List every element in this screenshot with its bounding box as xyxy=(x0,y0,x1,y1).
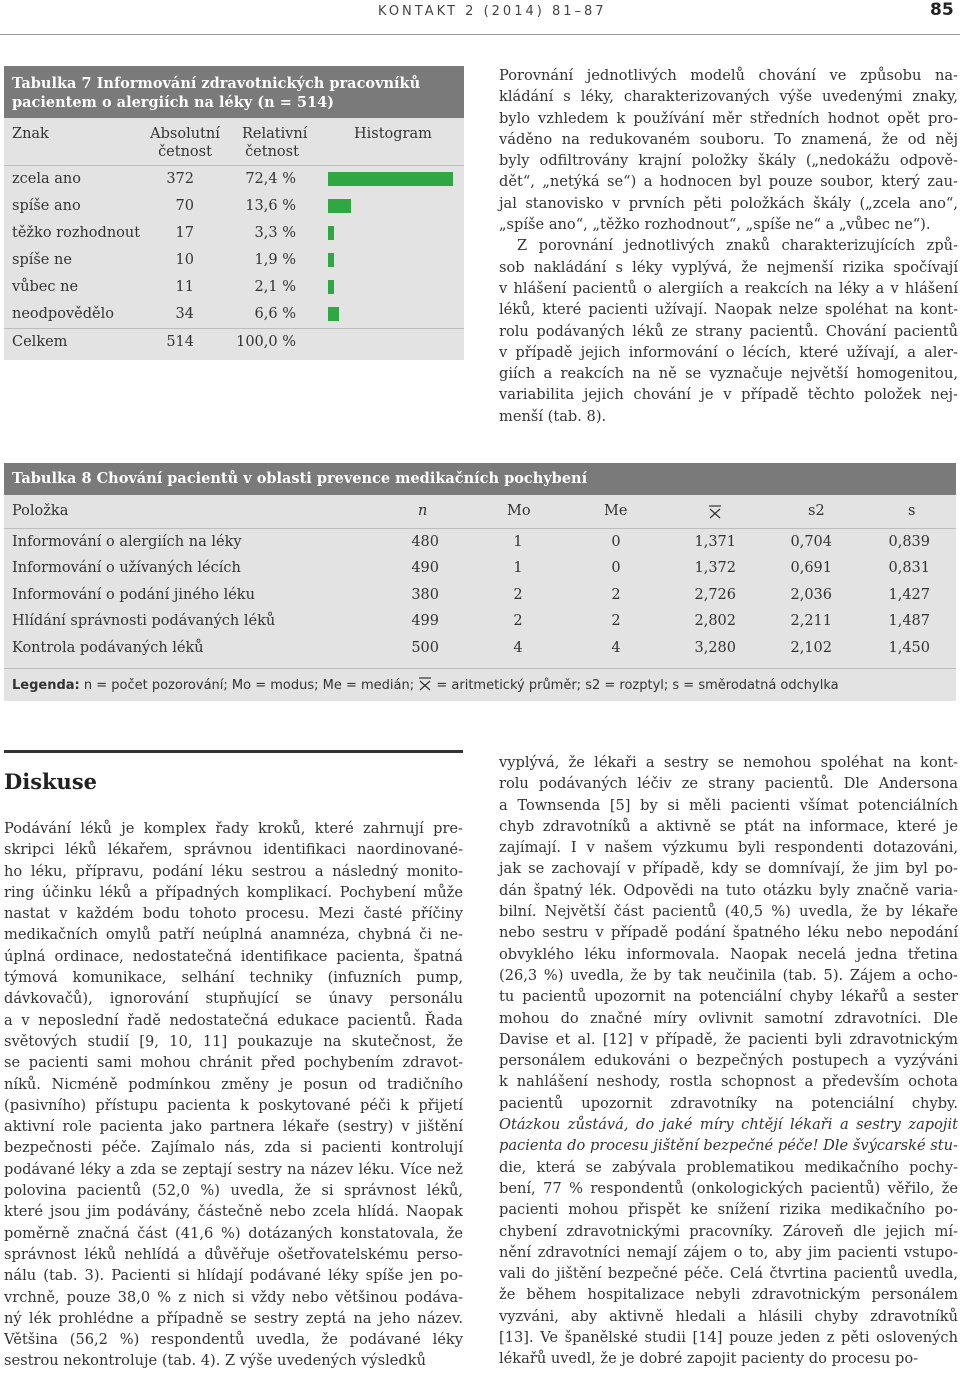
col-s2: s2 xyxy=(808,503,825,519)
row-label: spíše ano xyxy=(12,198,81,214)
text-line: se pacienti sami mohou chránit před pochybením zdravot- xyxy=(4,1054,463,1072)
row-label: těžko rozhodnout xyxy=(12,225,141,241)
row-label: neodpovědělo xyxy=(12,306,114,322)
col-absolute-line2: četnost xyxy=(158,144,212,160)
text-line: menší (tab. 8). xyxy=(499,407,607,425)
row-relative: 2,1 % xyxy=(254,279,296,295)
row-absolute: 10 xyxy=(175,252,194,268)
text-line: vrchně, pouze 38,0 % z nich si vždy nebo většinou podáva- xyxy=(4,1288,463,1306)
col-absolute xyxy=(150,125,220,161)
col-item: Položka xyxy=(12,503,69,519)
text-line: a Townsenda [5] by si měli pacienti všímat potenciálních xyxy=(499,796,958,814)
col-relative xyxy=(242,125,308,161)
text-line: mohou do značné míry ovlivnit samotní zdravotníci. Dle xyxy=(499,1009,958,1027)
text-line: váděno na redukovaném souboru. To znamená, že od něj xyxy=(499,130,958,148)
discussion-rule xyxy=(4,750,463,753)
text-line: aktivní role pacienta jako partnera lékaře (sestry) v jištění xyxy=(4,1118,463,1136)
cell-mean: 2,726 xyxy=(694,586,736,603)
col-sign: Znak xyxy=(12,126,49,142)
text-line: Z porovnání jednotlivých znaků charakterizujících způ- xyxy=(517,237,958,255)
table-row xyxy=(4,247,464,274)
histogram-bar xyxy=(328,226,334,240)
table-8-legend xyxy=(4,668,956,701)
text-line: rolu podávaných léků ze strany pacientů. Chování pacientů xyxy=(499,322,958,340)
text-line: „spíše ano“, „těžko rozhodnout“, „spíše ne“ a „vůbec ne“). xyxy=(499,216,931,234)
paragraph-model-comparison xyxy=(499,65,958,235)
text-line: ring účinku léků a případných komplikací. Pochybení může xyxy=(4,883,463,901)
cell-mo: 2 xyxy=(513,586,523,603)
text-line: nastat v každém bodu tohoto procesu. Mezi časté příčiny xyxy=(4,905,463,923)
table-row xyxy=(4,608,956,634)
text-line: Většina (56,2 %) respondentů uvedla, že podávané léky xyxy=(4,1331,463,1349)
text-line: giích a reakcích na ně se vyznačuje největší homogenitou, xyxy=(499,365,958,383)
text-line: Porovnání jednotlivých modelů chování ve způsobu na- xyxy=(499,67,958,84)
text-line: nebo sestru v případě podání špatného léku nebo nepodání xyxy=(499,924,958,942)
cell-n: 380 xyxy=(411,586,439,603)
cell-mo: 2 xyxy=(513,613,523,630)
legend-label: Legenda: xyxy=(12,678,80,693)
text-line: polovina pacientů (52,0 %) uvedla, že si správnost léků, xyxy=(4,1182,463,1200)
cell-mean: 1,372 xyxy=(694,560,736,577)
text-line: dět“, „netýká se“) a hodnocen byl pouze soubor, který zau- xyxy=(499,173,958,191)
cell-me: 0 xyxy=(611,534,621,550)
text-line: úplná ordinace, nedostatečná identifikace pacienta, špatná xyxy=(4,947,463,965)
cell-mo: 1 xyxy=(513,560,523,577)
col-me: Me xyxy=(604,503,628,519)
row-label: spíše ne xyxy=(12,252,72,268)
text-line: nálu (tab. 3). Pacienti si hlídají podávané léky spíše jen po- xyxy=(4,1267,463,1285)
cell-item: Informování o užívaných lécích xyxy=(12,560,241,577)
cell-me: 0 xyxy=(611,560,621,577)
row-label: zcela ano xyxy=(12,171,81,187)
row-relative: 1,9 % xyxy=(254,252,296,268)
cell-s: 0,839 xyxy=(888,534,930,550)
row-relative: 6,6 % xyxy=(254,306,296,322)
text-line: dávkovačů), ignorování stupňující se únavy personálu xyxy=(4,990,463,1008)
cell-item: Kontrola podávaných léků xyxy=(12,639,204,656)
table-7 xyxy=(4,66,464,360)
text-line: vyplývá, že lékaři a sestry se nemohou spoléhat na kont- xyxy=(499,754,958,771)
discussion-left-column xyxy=(4,818,463,1372)
cell-s2: 2,211 xyxy=(790,613,832,630)
text-line: [13]. Ve španělské studii [14] pouze jeden z pěti oslovených xyxy=(499,1329,958,1347)
text-line: správnost léků nehlídá a důvěřuje ošetřovatelskému perso- xyxy=(4,1245,463,1263)
text-line: skripci léků lékařem, správnou identifikaci naordinované- xyxy=(4,841,463,859)
table-8-header xyxy=(4,495,956,529)
text-line: poměrně značná část (41,6 %) dotázaných konstatovala, že xyxy=(4,1224,463,1242)
histogram-bar xyxy=(328,253,334,267)
text-line: Otázkou zůstává, do jaké míry chtějí lékaři a sestry zapojit xyxy=(499,1116,958,1134)
text-line: jak se zachovají v případě, kdy se domnívají, že jim byl po- xyxy=(499,860,958,878)
row-relative: 72,4 % xyxy=(245,171,296,187)
row-absolute: 17 xyxy=(175,225,194,241)
text-line: pacientů upozornit zdravotníky na potenciální chyby. xyxy=(499,1094,958,1112)
cell-s: 1,450 xyxy=(888,639,930,656)
text-line: jal stanovisko v prvních pěti položkách škály („zcela ano“, xyxy=(499,194,958,212)
discussion-title: Diskuse xyxy=(4,769,98,794)
text-line: k nahlášení neshody, rostla schopnost a především ochota xyxy=(499,1073,958,1091)
col-relative-line2: četnost xyxy=(245,144,299,160)
mean-symbol-icon xyxy=(708,505,722,523)
table-row xyxy=(4,301,464,328)
cell-s2: 2,036 xyxy=(790,586,832,603)
table-row xyxy=(4,193,464,220)
text-line: níků. Nicméně podmínkou změny je posun od tradičního xyxy=(4,1075,463,1093)
histogram-bar xyxy=(328,307,339,321)
discussion-right-column xyxy=(499,752,958,1370)
paragraph-sign-comparison xyxy=(499,235,958,427)
cell-s2: 0,704 xyxy=(790,534,832,550)
table-7-caption-line2: pacientem o alergiích na léky (n = 514) xyxy=(12,94,335,111)
cell-s: 0,831 xyxy=(888,560,930,577)
cell-mean: 3,280 xyxy=(694,639,736,656)
table-row xyxy=(4,220,464,247)
text-line: a v neposlední řadě nedostatečná edukace pacientů. Řada xyxy=(4,1011,463,1029)
table-row xyxy=(4,529,956,555)
col-mo: Mo xyxy=(507,503,531,519)
cell-mo: 1 xyxy=(513,534,523,550)
row-label: vůbec ne xyxy=(12,279,79,295)
row-absolute: 70 xyxy=(175,198,194,214)
header-rule xyxy=(0,34,960,35)
table-row xyxy=(4,582,956,608)
text-line: podávané léky a zda se zeptají sestry na název léku. Více než xyxy=(4,1160,463,1178)
text-line: sestrou nekontroluje (tab. 4). Z výše uvedených výsledků xyxy=(4,1352,426,1370)
total-label: Celkem xyxy=(12,334,68,350)
legend-part2: = aritmetický průměr; s2 = rozptyl; s = směrodatná odchylka xyxy=(436,678,839,693)
cell-n: 480 xyxy=(411,534,439,550)
text-line: v případě jejich informování o lécích, které užívají, a aler- xyxy=(499,343,958,361)
page-number: 85 xyxy=(930,0,954,20)
col-histogram: Histogram xyxy=(354,126,432,142)
right-column-top-text xyxy=(499,65,958,427)
table-7-total-row xyxy=(4,328,464,355)
col-n: n xyxy=(418,503,428,519)
text-line: obvyklého léku informovala. Naopak necelá jedna třetina xyxy=(499,945,958,963)
cell-me: 4 xyxy=(611,639,621,656)
cell-s2: 2,102 xyxy=(790,639,832,656)
journal-header: KONTAKT 2 (2014) 81–87 xyxy=(378,4,607,19)
cell-s2: 0,691 xyxy=(790,560,832,577)
col-absolute-line1: Absolutní xyxy=(150,126,220,142)
text-line: variabilita jejich chování je v případě těchto položek nej- xyxy=(499,386,958,404)
table-8-caption: Tabulka 8 Chování pacientů v oblasti prevence medikačních pochybení xyxy=(4,463,956,495)
text-line: světových studií [9, 10, 11] poukazuje na skutečnost, že xyxy=(4,1032,463,1050)
text-line: vyzváni, aby aktivně hledali a hlásili chyby zdravotníků xyxy=(499,1307,958,1325)
text-line: pacienti mohou přispět ke snížení rizika medikačního po- xyxy=(499,1201,958,1219)
cell-n: 500 xyxy=(411,639,439,656)
text-line: die, která se zabývala problematikou medikačního pochy- xyxy=(499,1158,958,1176)
text-line: zajímají. I v našem výzkumu byli respondenti dotazováni, xyxy=(499,839,958,857)
cell-mean: 2,802 xyxy=(694,613,736,630)
text-line: lékařů uvedl, že je dobré zapojit pacienty do procesu po- xyxy=(499,1350,919,1368)
cell-item: Informování o podání jiného léku xyxy=(12,586,255,603)
text-line: Davise et al. [12] v případě, že pacienti byli zdravotnickým xyxy=(499,1030,958,1048)
row-absolute: 11 xyxy=(175,279,194,295)
cell-s: 1,487 xyxy=(888,613,930,630)
text-line: které jsou jim podávány, částečně nebo zcela hlídá. Naopak xyxy=(4,1203,463,1221)
text-line: v hlášení pacientů o alergiích a reakcích na léky a v hlášení xyxy=(499,279,958,297)
text-line: vali do jištění bezpečné péče. Celá čtvrtina pacientů uvedla, xyxy=(499,1265,958,1283)
cell-mean: 1,371 xyxy=(694,534,736,550)
row-absolute: 372 xyxy=(166,171,194,187)
table-row xyxy=(4,555,956,581)
text-line: pacienta do procesu jištění bezpečné péče! Dle švýcarské stu- xyxy=(499,1137,958,1155)
cell-item: Hlídání správnosti podávaných léků xyxy=(12,613,276,630)
total-abs: 514 xyxy=(166,334,194,350)
table-8 xyxy=(4,463,956,701)
text-line: (26,3 %) uvedla, že by tak neučinila (tab. 5). Zájem a ocho- xyxy=(499,966,958,984)
table-row xyxy=(4,274,464,301)
cell-mo: 4 xyxy=(513,639,523,656)
table-7-header xyxy=(4,118,464,166)
text-line: rolu podávaných léčiv ze strany pacientů. Dle Andersona xyxy=(499,775,958,793)
cell-n: 499 xyxy=(411,613,439,630)
cell-s: 1,427 xyxy=(888,586,930,603)
text-line: medikačních omylů patří neúplná anamnéza, chybná či ne- xyxy=(4,926,463,944)
col-relative-line1: Relativní xyxy=(242,126,308,142)
cell-me: 2 xyxy=(611,613,621,630)
text-line: bení, 77 % respondentů (onkologických pacientů) věřilo, že xyxy=(499,1179,958,1197)
cell-n: 490 xyxy=(411,560,439,577)
mean-symbol-legend-icon xyxy=(418,677,432,691)
text-line: dán špatný lék. Odpovědi na tuto otázku byly značně varia- xyxy=(499,881,958,899)
text-line: chybení zdravotnickými pracovníky. Zároveň dle jejich mí- xyxy=(499,1222,958,1240)
text-line: ný lék prohlédne a případně se sestry zeptá na jeho název. xyxy=(4,1309,463,1327)
total-rel: 100,0 % xyxy=(236,334,296,350)
table-row xyxy=(4,166,464,193)
text-line: (pasivního) přístupu pacienta k poskytované péči k přijetí xyxy=(4,1096,463,1114)
row-relative: 13,6 % xyxy=(245,198,296,214)
cell-item: Informování o alergiích na léky xyxy=(12,534,242,550)
text-line: léků, které pacienti užívají. Naopak nelze spoléhat na kont- xyxy=(499,301,958,319)
text-line: že během hospitalizace nebyli zdravotnickým personálem xyxy=(499,1286,958,1304)
col-s: s xyxy=(908,503,916,519)
text-line: ho léku, přípravu, podání léku sestrou a následný monito- xyxy=(4,862,463,880)
text-line: byly odfiltrovány krajní položky škály („nedokážu odpově- xyxy=(499,152,958,170)
text-line: kládání s léky, charakterizovaných výše uvedenými znaky, xyxy=(499,88,958,106)
text-line: týmová komunikace, selhání techniky (infuzních pump, xyxy=(4,969,463,987)
text-line: personálem edukováni o bezpečných postupech a vyzýváni xyxy=(499,1052,958,1070)
table-7-caption-line1: Tabulka 7 Informování zdravotnických pracovníků xyxy=(12,75,421,92)
text-line: bezpečnosti péče. Zajímalo nás, zda si pacienti kontrolují xyxy=(4,1139,463,1157)
table-row xyxy=(4,635,956,661)
text-line: bilní. Největší část pacientů (40,5 %) uvedla, že by lékaře xyxy=(499,903,958,921)
text-line: tu pacientů upozornit na potenciální chyby lékařů a sester xyxy=(499,988,958,1006)
histogram-bar xyxy=(328,280,334,294)
legend-part1: n = počet pozorování; Mo = modus; Me = medián; xyxy=(83,678,415,693)
histogram-bar xyxy=(328,172,453,186)
row-relative: 3,3 % xyxy=(254,225,296,241)
cell-me: 2 xyxy=(611,586,621,603)
table-7-caption xyxy=(4,66,464,118)
row-absolute: 34 xyxy=(175,306,194,322)
text-line: Podávání léků je komplex řady kroků, které zahrnují pre- xyxy=(4,820,463,837)
histogram-bar xyxy=(328,199,351,213)
text-line: nění zdravotníci nemají zájem o to, aby jim pacienti vstupo- xyxy=(499,1243,958,1261)
text-line: sob nakládání s léky vyplývá, že nejmenší rizika spočívají xyxy=(499,258,958,276)
text-line: chyb zdravotníků a aktivně se ptát na informace, které je xyxy=(499,817,958,835)
text-line: bylo vzhledem k používání měr středních hodnot opět pro- xyxy=(499,109,958,127)
